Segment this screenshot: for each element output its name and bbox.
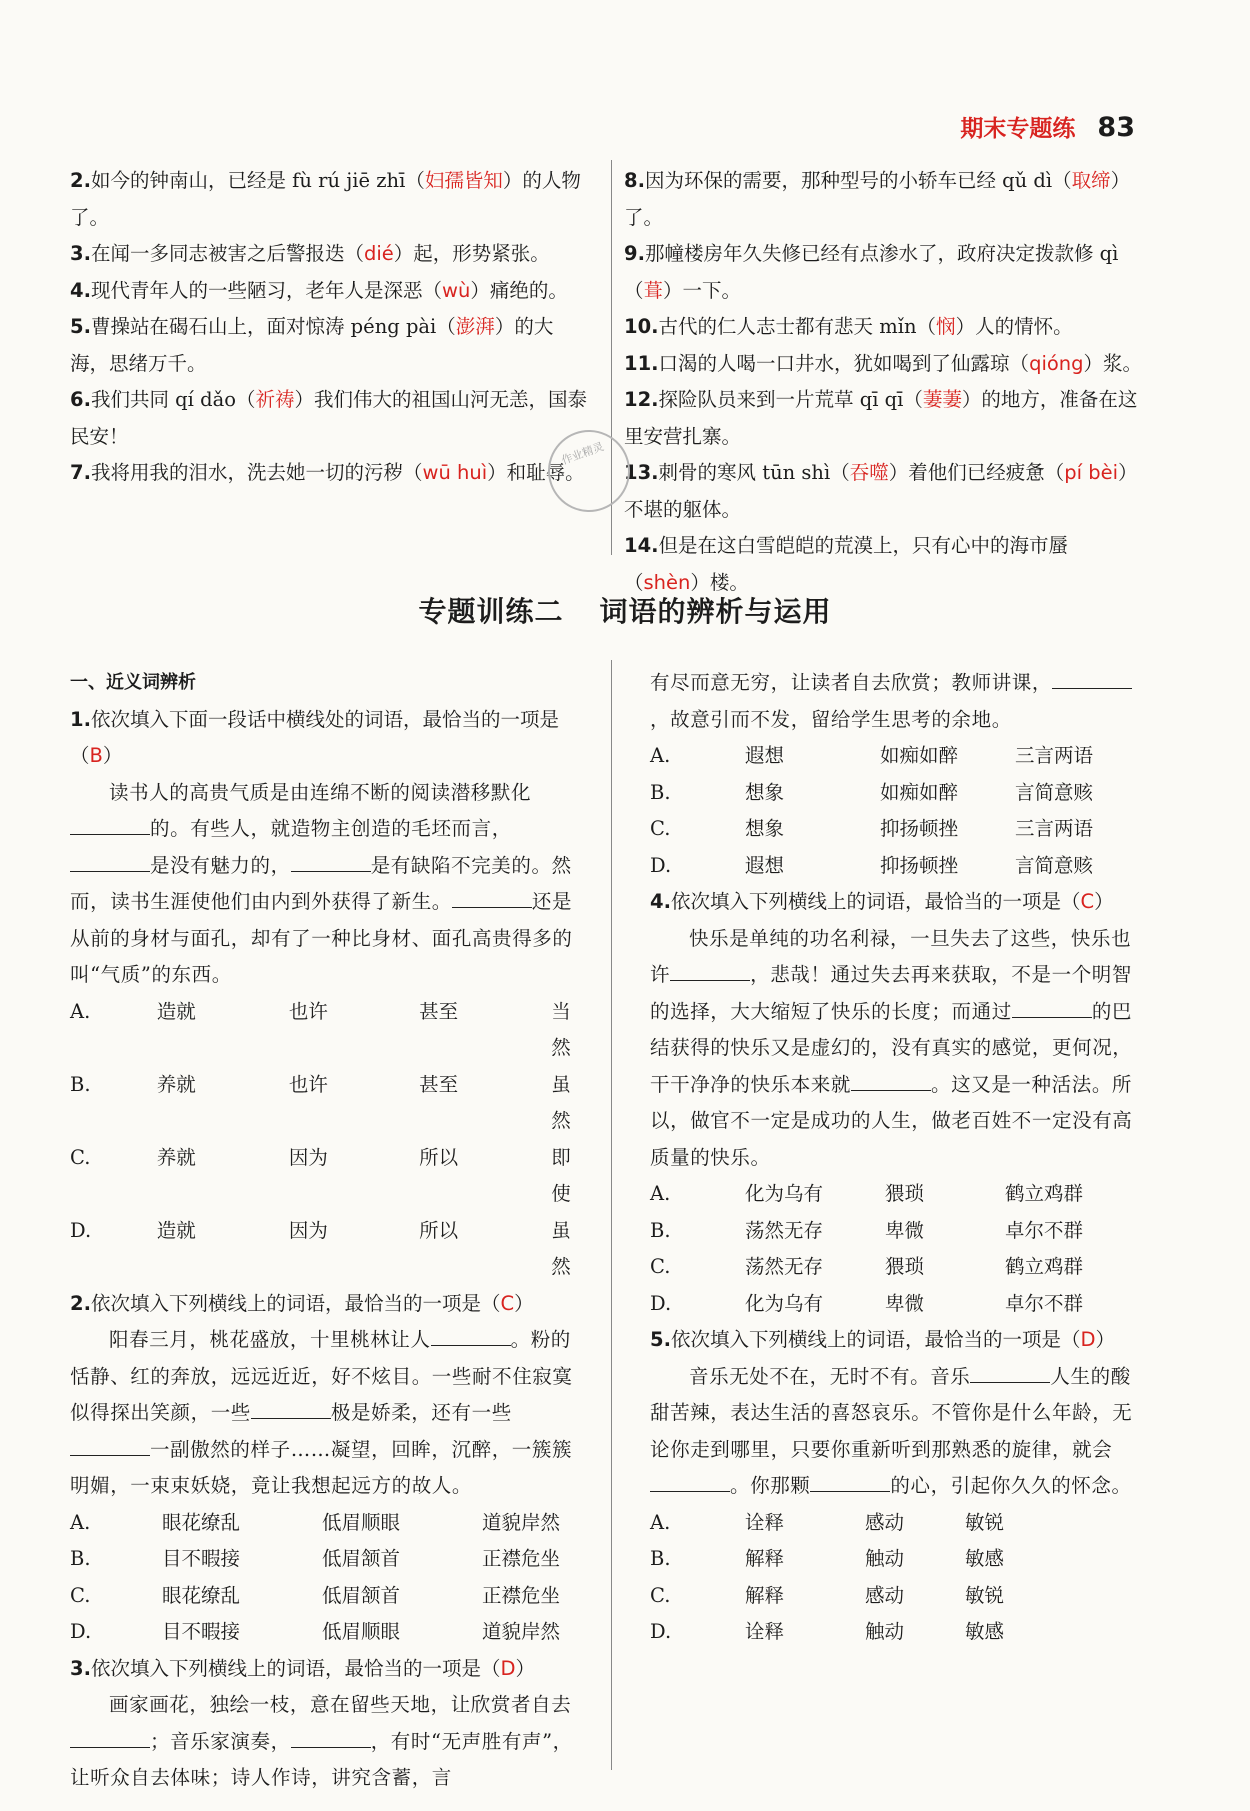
- bottom-right-column: [650, 665, 1150, 1651]
- q1-option-c: C. 养就 因为 所以 即使: [70, 1145, 571, 1205]
- section-heading: 专题训练二 词语的辨析与运用: [418, 595, 832, 628]
- question-4: 4.现代青年人的一些陋习，老年人是深恶（wù）痛绝的。: [70, 278, 568, 302]
- q3-option-d: D. 遐想 抑扬顿挫 言简意赅: [650, 853, 1094, 877]
- top-left-column: [70, 163, 590, 492]
- q1-option-a: A. 造就 也许 甚至 当然: [70, 999, 571, 1059]
- watermark-stamp: 作业精灵: [536, 418, 641, 523]
- blank: [970, 1362, 1050, 1383]
- question-9: 9.那幢楼房年久失修已经有点渗水了，政府决定拨款修 qì（葺）一下。: [624, 242, 1119, 302]
- page-number: 83: [1097, 112, 1135, 143]
- q2-option-d: D. 目不暇接 低眉顺眼 道貌岸然: [70, 1620, 561, 1643]
- q3-option-a: A. 遐想 如痴如醉 三言两语: [650, 744, 1094, 767]
- top-right-column: [624, 163, 1144, 601]
- blank: [851, 1070, 931, 1091]
- blank: [291, 851, 371, 872]
- question-11: 11.口渴的人喝一口井水，犹如喝到了仙露琼（qióng）浆。: [624, 351, 1143, 375]
- question-5b: 5.依次填入下列横线上的词语，最恰当的一项是（D）: [650, 1328, 1116, 1351]
- question-10: 10.古代的仁人志士都有悲天 mǐn（悯）人的情怀。: [624, 315, 1073, 338]
- blank: [1012, 997, 1092, 1018]
- blank: [70, 814, 150, 835]
- blank: [291, 1727, 371, 1748]
- q4-passage: 快乐是单纯的功名利禄，一旦失去了这些，快乐也许 ，悲哉！通过失去再来获取，不是一个明智的选择，大大缩短了快乐的长度；而通过 的巴结获得的快乐又是虚幻的，没有真实的感觉，更何况，干干净净的快乐本来就 。这又是一种活法。所以，做官不一定是成功的人生，做老百姓不一定没有高质量的快乐。: [650, 926, 1133, 1169]
- question-4b: 4.依次填入下列横线上的词语，最恰当的一项是（C）: [650, 890, 1114, 913]
- blank: [70, 851, 150, 872]
- q5-option-a: A. 诠释 感动 敏锐: [650, 1510, 1005, 1534]
- blank: [70, 1435, 150, 1456]
- q3-option-b: B. 想象 如痴如醉 言简意赅: [650, 780, 1094, 804]
- column-divider-bottom: [611, 660, 612, 1770]
- blank: [251, 1398, 331, 1419]
- question-13: 13.刺骨的寒风 tūn shì（吞噬）着他们已经疲惫（pí bèi）不堪的躯体。: [624, 461, 1138, 521]
- question-8: 8.因为环保的需要，那种型号的小轿车已经 qǔ dì（取缔）了。: [624, 169, 1131, 229]
- blank: [1052, 668, 1132, 689]
- question-6: 6.我们共同 qí dǎo（祈祷）我们伟大的祖国山河无恙，国泰民安！: [70, 388, 587, 448]
- q3-passage: 画家画花，独绘一枝，意在留些天地，让欣赏者自去；音乐家演奏， ，有时“无声胜有声”，让听众自去体味；诗人作诗，讲究含蓄，言: [70, 1693, 573, 1789]
- page-header: [960, 110, 1135, 143]
- question-1: 1.依次填入下面一段话中横线处的词语，最恰当的一项是（B）: [70, 707, 559, 767]
- q5-passage: 音乐无处不在，无时不有。音乐 人生的酸甜苦辣，表达生活的喜怒哀乐。不管你是什么年龄，无论你走到哪里，只要你重新听到那熟悉的旋律，就会。你那颗 的心，引起你久久的怀念。: [650, 1359, 1150, 1505]
- blank: [431, 1325, 511, 1346]
- q5-option-b: B. 解释 触动 敏感: [650, 1547, 1005, 1570]
- q3-option-c: C. 想象 抑扬顿挫 三言两语: [650, 817, 1094, 840]
- subsection-title: 一、近义词辨析: [70, 672, 196, 693]
- q2-option-c: C. 眼花缭乱 低眉颔首 正襟危坐: [70, 1583, 561, 1607]
- question-2b: 2.依次填入下列横线上的词语，最恰当的一项是（C）: [70, 1291, 534, 1315]
- blank: [452, 887, 532, 908]
- blank: [650, 1471, 730, 1492]
- q2-passage: 阳春三月，桃花盛放，十里桃林让人 。粉的恬静、红的奔放，远远近近，好不炫目。一些耐不住寂寞似得探出笑颜，一些 极是娇柔，还有一些一副傲然的样子……凝望，回眸，沉醉，一簇簇明媚，一束束妖娆，竟让我想起远方的故人。: [70, 1322, 588, 1505]
- q5-option-d: D. 诠释 触动 敏感: [650, 1620, 1005, 1643]
- question-2: 2.如今的钟南山，已经是 fù rú jiē zhī（妇孺皆知）的人物了。: [70, 169, 581, 229]
- q1-option-b: B. 养就 也许 甚至 虽然: [70, 1072, 571, 1132]
- q3-passage-continued: 有尽而意无穷，让读者自去欣赏；教师讲课，，故意引而不发，留给学生思考的余地。: [650, 665, 1150, 738]
- question-12: 12.探险队员来到一片荒草 qī qī（萋萋）的地方，准备在这里安营扎寨。: [624, 388, 1138, 448]
- section-title: 期末专题练: [960, 116, 1076, 142]
- q4-option-b: B. 荡然无存 卑微 卓尔不群: [650, 1218, 1084, 1242]
- q4-option-a: A. 化为乌有 猥琐 鹤立鸡群: [650, 1182, 1084, 1205]
- blank: [810, 1471, 890, 1492]
- q1-passage: 读书人的高贵气质是由连绵不断的阅读潜移默化的。有些人，就造物主创造的毛坯而言，是没有魅力的， 是有缺陷不完美的。然而，读书生涯使他们由内到外获得了新生。 还是从前的身材与面孔，却有了一种比身材、面孔高贵得多的叫“气质”的东西。: [70, 780, 573, 986]
- q2-option-a: A. 眼花缭乱 低眉顺眼 道貌岸然: [70, 1510, 561, 1534]
- question-14: 14.但是在这白雪皑皑的荒漠上，只有心中的海市蜃（shèn）楼。: [624, 534, 1069, 594]
- question-5: 5.曹操站在碣石山上，面对惊涛 péng pài（澎湃）的大海，思绪万千。: [70, 315, 554, 375]
- question-3: 3.在闻一多同志被害之后警报迭（dié）起，形势紧张。: [70, 242, 550, 265]
- q2-option-b: B. 目不暇接 低眉颔首 正襟危坐: [70, 1547, 561, 1570]
- q4-option-d: D. 化为乌有 卑微 卓尔不群: [650, 1291, 1084, 1315]
- question-3b: 3.依次填入下列横线上的词语，最恰当的一项是（D）: [70, 1656, 536, 1680]
- blank: [670, 960, 750, 981]
- question-7: 7.我将用我的泪水，洗去她一切的污秽（wū huì）和耻辱。: [70, 461, 585, 484]
- blank: [70, 1727, 150, 1748]
- q5-option-c: C. 解释 感动 敏锐: [650, 1583, 1005, 1607]
- bottom-left-column: [70, 665, 588, 1797]
- q4-option-c: C. 荡然无存 猥琐 鹤立鸡群: [650, 1255, 1084, 1278]
- q1-option-d: D. 造就 因为 所以 虽然: [70, 1218, 571, 1278]
